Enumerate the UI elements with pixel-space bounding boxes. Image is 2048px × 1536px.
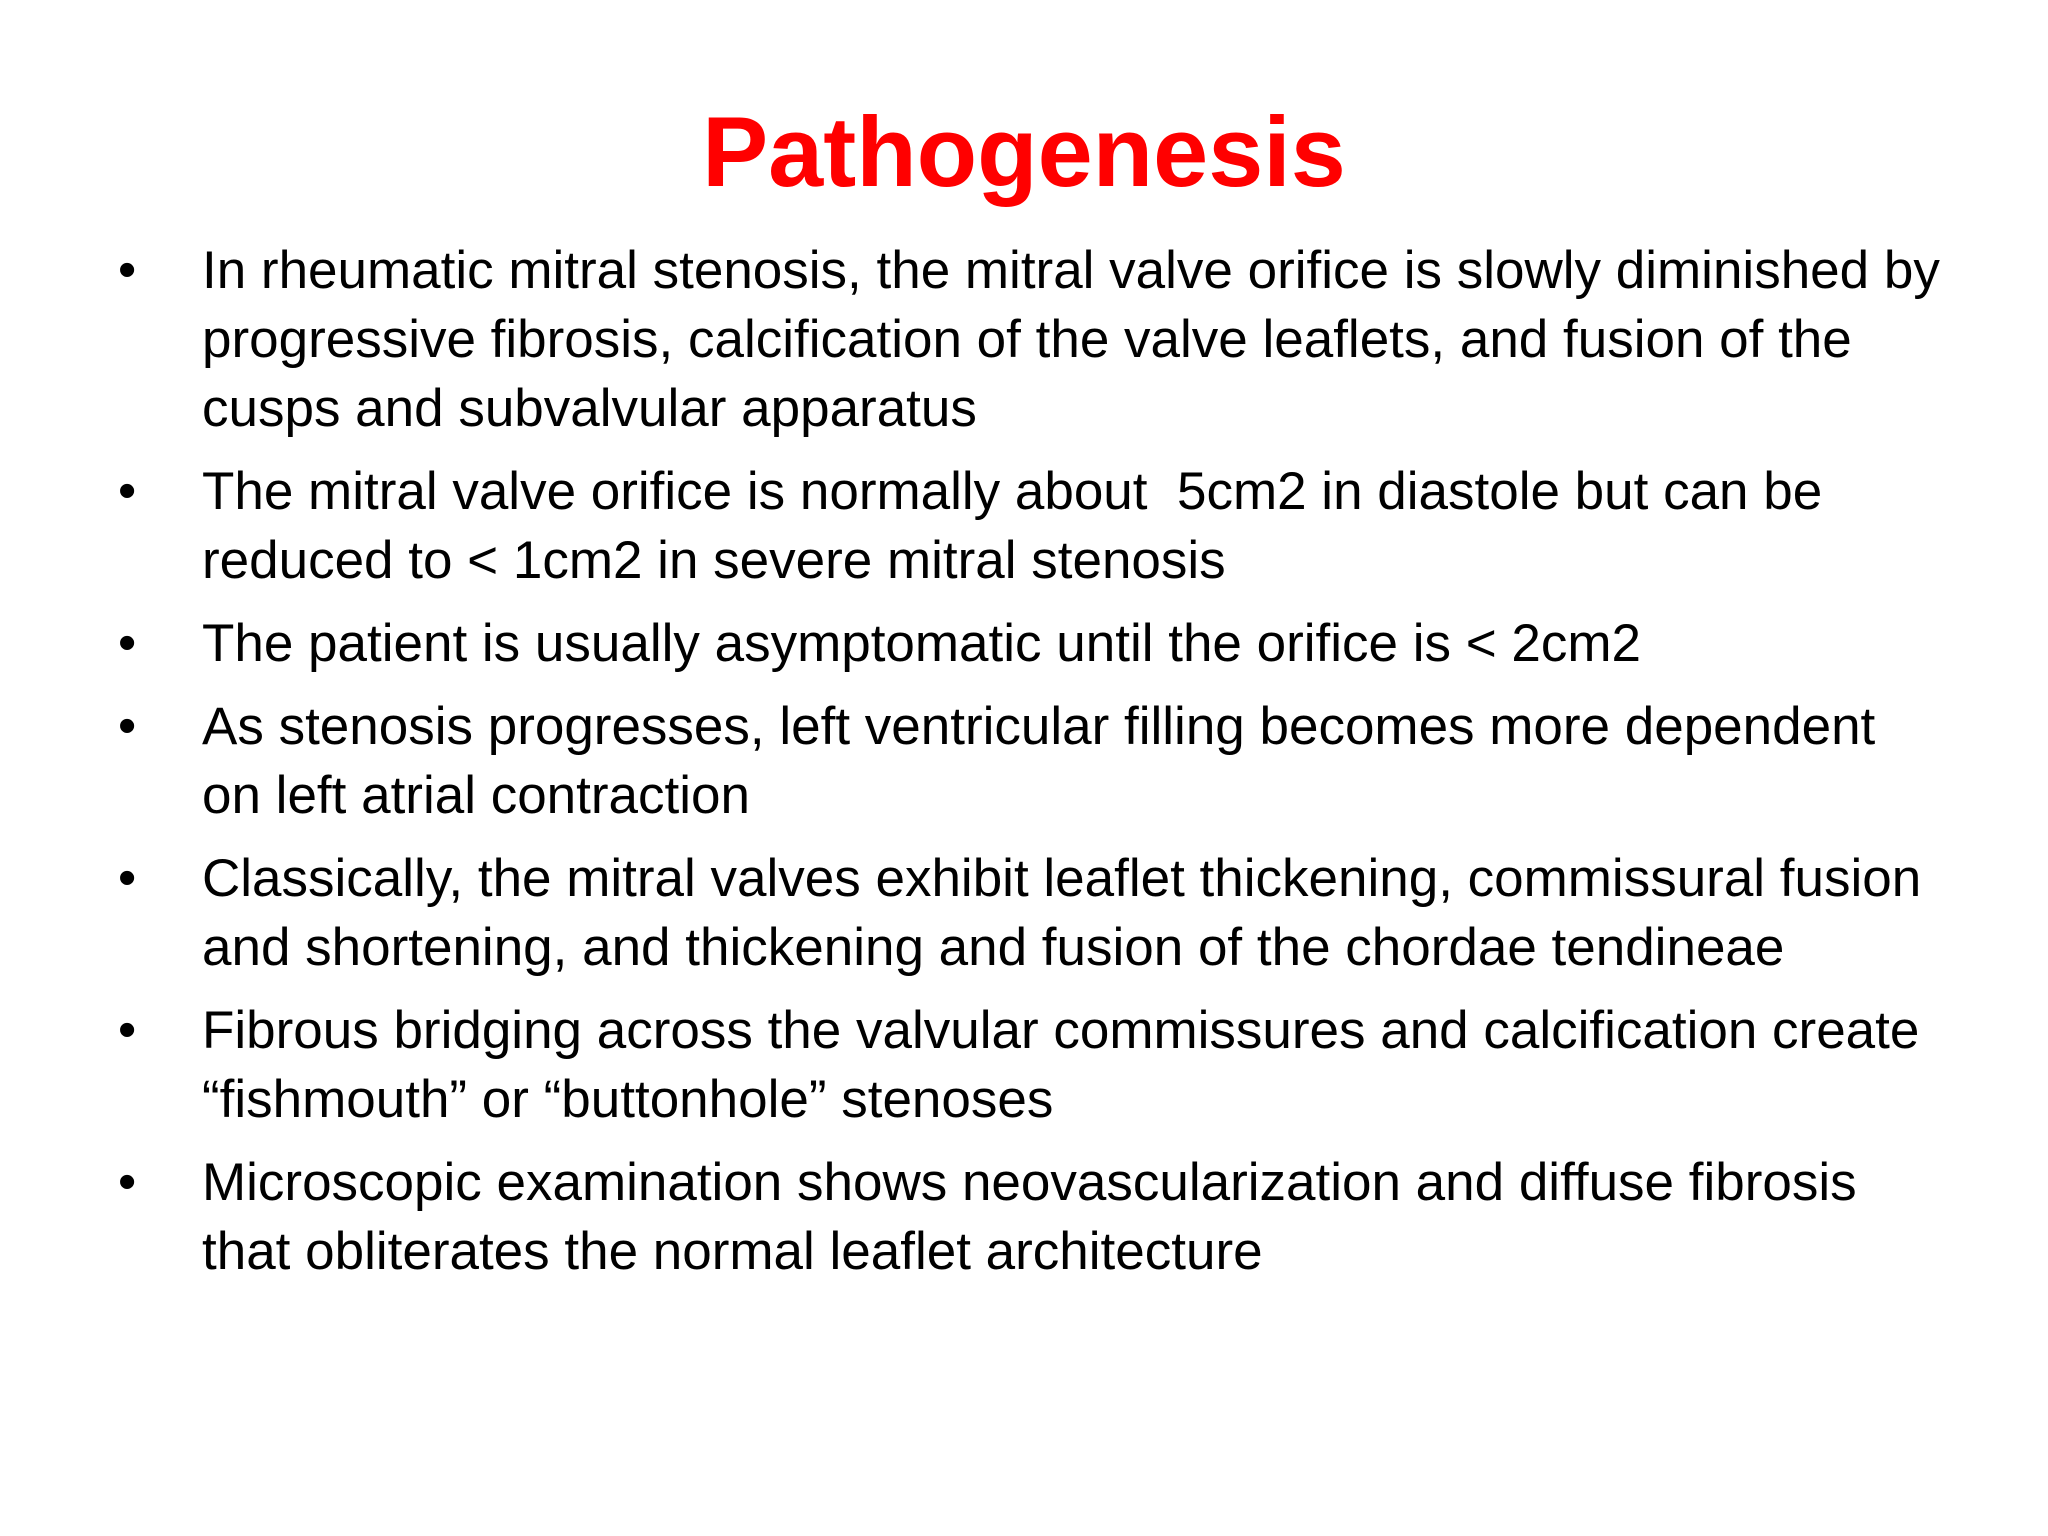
bullet-item [118, 609, 1948, 678]
bullet-dot-icon: • [118, 241, 137, 299]
bullet-text: In rheumatic mitral stenosis, the mitral valve orifice is slowly diminished by progressive fibrosis, calcification of the valve leaflets, and fusion of the cusps and subvalvular apparatus [202, 241, 1955, 438]
bullet-text: Fibrous bridging across the valvular commissures and calcification create “fishmouth” or “buttonhole” stenoses [202, 1001, 1935, 1129]
bullet-dot-icon: • [118, 1153, 137, 1211]
bullet-item [118, 692, 1948, 830]
bullet-item [118, 457, 1948, 595]
slide-title: Pathogenesis [702, 96, 1346, 207]
bullet-item [118, 1148, 1948, 1286]
bullet-dot-icon: • [118, 462, 137, 520]
bullet-text: The mitral valve orifice is normally about 5cm2 in diastole but can be reduced to < 1cm2 in severe mitral stenosis [202, 462, 1837, 590]
bullet-text: The patient is usually asymptomatic until the orifice is < 2cm2 [202, 614, 1641, 673]
bullet-dot-icon: • [118, 697, 137, 755]
bullet-text: As stenosis progresses, left ventricular filling becomes more dependent on left atrial contraction [202, 697, 1891, 825]
bullet-item [118, 996, 1948, 1134]
bullet-text: Microscopic examination shows neovascularization and diffuse fibrosis that obliterates the normal leaflet architecture [202, 1153, 1872, 1281]
bullet-text: Classically, the mitral valves exhibit leaflet thickening, commissural fusion and shortening, and thickening and fusion of the chordae tendineae [202, 849, 1936, 977]
bullet-item [118, 844, 1948, 982]
bullet-dot-icon: • [118, 614, 137, 672]
bullet-dot-icon: • [118, 849, 137, 907]
bullet-dot-icon: • [118, 1001, 137, 1059]
bullet-list [118, 236, 1955, 1300]
bullet-item [118, 236, 1955, 443]
